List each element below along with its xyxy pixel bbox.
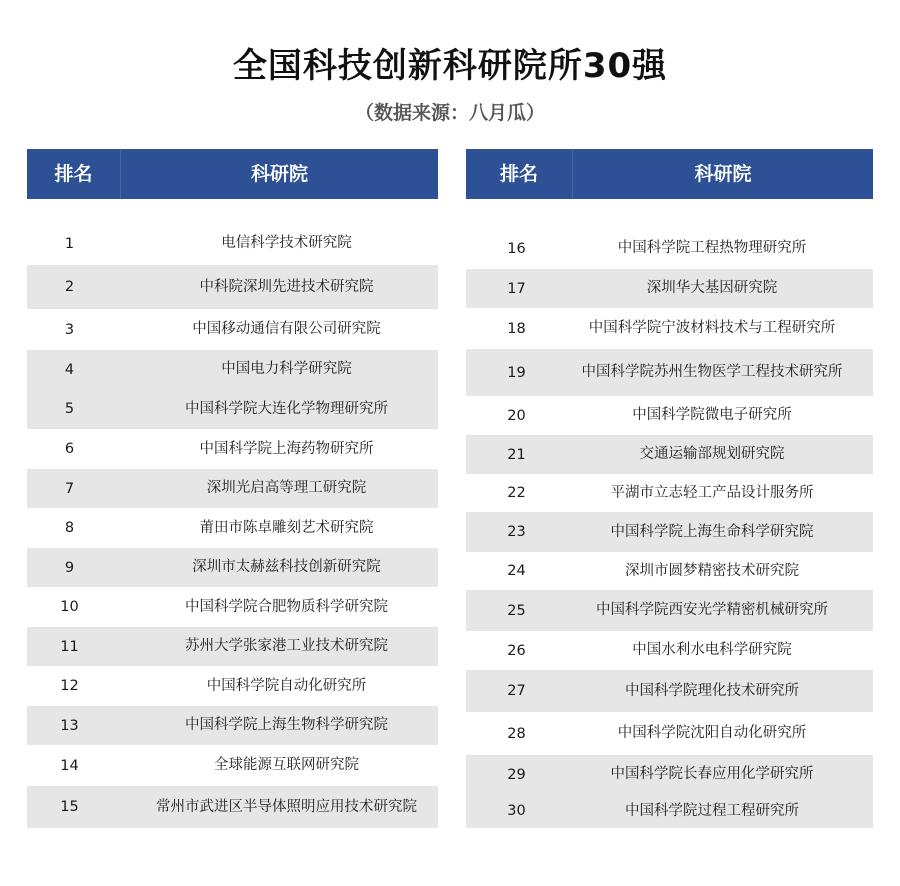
institute-name: 中科院深圳先进技术研究院	[199, 278, 374, 295]
institute-name: 深圳光启高等理工研究院	[206, 480, 367, 496]
rank-number: 1	[64, 235, 75, 252]
rank-number: 24	[507, 563, 526, 579]
rank-number: 21	[507, 446, 526, 463]
table-row	[466, 435, 873, 474]
institute-name: 中国科学院理化技术研究所	[625, 682, 799, 699]
table-row	[466, 590, 873, 631]
rank-number: 11	[60, 638, 79, 655]
rank-number: 20	[507, 407, 526, 424]
rank-number: 10	[60, 599, 79, 615]
table-row	[466, 670, 873, 712]
institute-name: 中国科学院苏州生物医学工程技术研究所	[581, 364, 843, 380]
institute-name: 中国科学院上海生命科学研究院	[610, 523, 814, 540]
table-row	[466, 269, 873, 308]
table-row	[466, 474, 873, 512]
rank-number: 19	[507, 364, 526, 381]
rank-number: 16	[507, 240, 526, 257]
table-row	[466, 631, 873, 670]
table-row	[466, 712, 873, 755]
institute-name: 中国科学院大连化学物理研究所	[185, 400, 388, 417]
table-row	[466, 349, 873, 396]
page-title: 全国科技创新科研院所30强	[232, 46, 668, 86]
column-header-institute: 科研院	[250, 163, 308, 185]
rank-number: 8	[64, 520, 75, 536]
institute-name: 中国水利水电科学研究院	[632, 642, 792, 658]
rank-number: 29	[507, 766, 526, 783]
rank-number: 13	[60, 717, 79, 734]
rank-number: 27	[507, 683, 526, 699]
institute-name: 中国科学院西安光学精密机械研究所	[596, 602, 828, 618]
table-row	[27, 627, 438, 666]
institute-name: 中国科学院沈阳自动化研究所	[617, 725, 807, 741]
rank-number: 30	[507, 803, 526, 819]
institute-name: 交通运输部规划研究院	[639, 446, 785, 462]
table-row	[27, 429, 438, 469]
table-row	[27, 786, 438, 828]
rank-number: 22	[507, 485, 526, 501]
institute-name: 常州市武进区半导体照明应用技术研究院	[156, 798, 417, 815]
table-row	[27, 350, 438, 389]
table-header-left	[27, 149, 438, 199]
table-row	[27, 745, 438, 786]
table-row	[27, 469, 438, 508]
table-row	[27, 389, 438, 429]
institute-name: 中国科学院长春应用化学研究所	[610, 766, 814, 782]
institute-name: 中国移动通信有限公司研究院	[192, 321, 381, 337]
institute-name: 中国科学院工程热物理研究所	[617, 240, 807, 256]
column-header-rank: 排名	[54, 163, 93, 185]
table-row	[27, 706, 438, 745]
rank-number: 5	[64, 401, 75, 417]
table-row	[27, 587, 438, 627]
institute-name: 全球能源互联网研究院	[214, 757, 359, 773]
institute-name: 中国科学院宁波材料技术与工程研究所	[588, 320, 836, 336]
rank-number: 12	[60, 678, 79, 694]
rank-number: 23	[507, 524, 526, 540]
institute-name: 电信科学技术研究院	[221, 235, 352, 251]
institute-name: 平湖市立志轻工产品设计服务所	[610, 484, 814, 501]
rank-number: 18	[507, 320, 526, 337]
rank-number: 17	[507, 280, 526, 297]
institute-name: 中国电力科学研究院	[221, 361, 352, 377]
table-row	[27, 265, 438, 309]
institute-name: 深圳市圆梦精密技术研究院	[625, 562, 799, 579]
table-row	[466, 396, 873, 435]
rank-number: 26	[507, 642, 526, 659]
rank-number: 3	[64, 321, 75, 338]
institute-name: 中国科学院自动化研究所	[206, 677, 367, 694]
table-row	[27, 309, 438, 350]
table-row	[466, 552, 873, 590]
table-header-right	[466, 149, 873, 199]
rank-number: 15	[60, 799, 79, 815]
table-row	[466, 755, 873, 794]
rank-number: 7	[64, 480, 75, 497]
institute-name: 中国科学院合肥物质科学研究院	[185, 598, 388, 615]
rank-number: 14	[60, 757, 79, 774]
column-header-rank: 排名	[499, 163, 538, 185]
rank-number: 25	[507, 602, 526, 619]
table-row	[27, 508, 438, 548]
rank-number: 4	[64, 361, 75, 378]
table-row	[466, 512, 873, 552]
institute-name: 深圳华大基因研究院	[646, 280, 778, 296]
rank-number: 2	[64, 279, 75, 295]
table-row	[466, 308, 873, 349]
institute-name: 中国科学院上海药物研究所	[199, 440, 374, 457]
rank-number: 28	[507, 725, 526, 742]
institute-name: 中国科学院微电子研究所	[632, 407, 792, 423]
table-row	[27, 666, 438, 706]
rank-number: 9	[64, 559, 75, 576]
institute-name: 中国科学院上海生物科学研究院	[185, 717, 388, 733]
column-header-institute: 科研院	[694, 163, 752, 185]
table-row	[27, 223, 438, 264]
institute-name: 深圳市太赫兹科技创新研究院	[192, 559, 381, 575]
institute-name: 中国科学院过程工程研究所	[625, 802, 799, 819]
table-row	[466, 794, 873, 828]
page-subtitle: （数据来源：八月瓜）	[354, 102, 545, 124]
institute-name: 苏州大学张家港工业技术研究院	[185, 638, 388, 654]
table-row	[466, 228, 873, 269]
institute-name: 莆田市陈卓雕刻艺术研究院	[199, 519, 374, 536]
rank-number: 6	[64, 441, 75, 457]
table-row	[27, 548, 438, 587]
